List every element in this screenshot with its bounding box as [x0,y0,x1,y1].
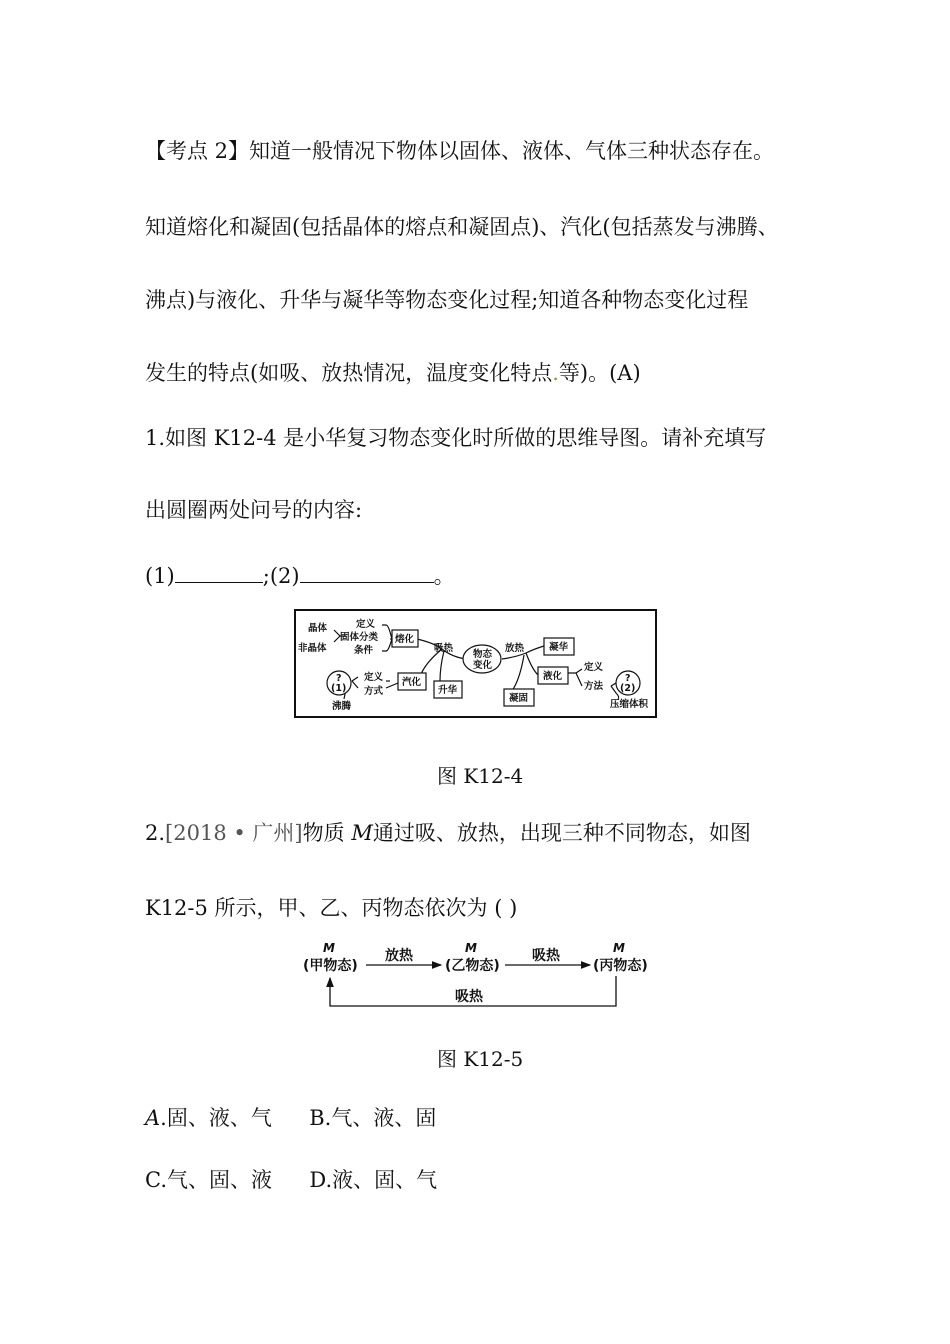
circle-1-label: (1) [331,683,347,694]
node-tiaojian: 条件 [354,645,374,656]
label-xire-2: 吸热 [455,989,483,1005]
kaodian-line-4-b: 等)。(A) [558,361,641,385]
blank-sep: ; [262,564,270,588]
q2-line-1 [145,818,751,848]
label-xire-1: 吸热 [532,948,560,964]
q2-line-2: K12-5 所示，甲、乙、丙物态依次为 ( ) [145,896,518,920]
blank-end: 。 [433,564,455,588]
q1-line-1: 1.如图 K12-4 是小华复习物态变化时所做的思维导图。请补充填写 [145,426,767,450]
kaodian-line-4-a: 发生的特点(如吸、放热情况，温度变化特点 [145,361,553,385]
answer-blank-1[interactable] [175,560,263,583]
center-label-1: 物态 [473,649,493,660]
kaodian-line-3: 沸点)与液化、升华与凝华等物态变化过程;知道各种物态变化过程 [145,288,749,312]
bracket-close: 】 [228,139,250,163]
m-label-bing: M [613,941,625,955]
node-ninggu: 凝固 [509,693,529,704]
state-jia: (甲物态) [303,958,358,974]
node-feijingti: 非晶体 [298,643,327,654]
node-dingyi-right: 定义 [584,662,604,673]
kaodian-line-1 [145,136,774,166]
q1-line-2: 出圆圈两处问号的内容: [145,498,363,522]
node-feiteng: 沸腾 [332,701,352,712]
m-label-jia: M [323,941,335,955]
blank-2-label: (2) [269,564,300,588]
node-qihua: 汽化 [402,677,422,688]
node-guti-fenlei: 固体分类 [340,632,379,643]
q2-number: 2. [145,821,166,845]
node-ninghua: 凝华 [549,642,569,653]
kaodian-text: 知道一般情况下物体以固体、液体、气体三种状态存在。 [249,139,775,163]
node-fangshi: 方式 [364,686,384,697]
circle-2-qmark: ? [625,673,631,684]
center-label-2: 变化 [473,660,493,671]
option-d[interactable]: D.液、固、气 [309,1168,438,1192]
q2-text-a: 物质 [302,821,352,845]
node-fangfa: 方法 [584,681,604,692]
bracket-open: 【 [145,139,166,163]
node-yasuo: 压缩体积 [610,699,649,710]
q2-text-b: 通过吸、放热，出现三种不同物态，如图 [372,821,751,845]
blank-1-label: (1) [145,564,175,588]
node-jingti: 晶体 [308,623,328,634]
node-shenghua: 升华 [438,685,458,696]
label-fangre: 放热 [385,948,413,964]
circle-1-qmark: ? [336,673,342,684]
options-row-1 [145,1103,436,1133]
kaodian-line-2: 知道熔化和凝固(包括晶体的熔点和凝固点)、汽化(包括蒸发与沸腾、 [145,215,779,239]
kaodian-line-4 [145,358,641,388]
q2-source: [2018 • 广州] [165,821,303,845]
mind-map-figure [294,609,658,719]
node-yehua: 液化 [543,671,563,682]
option-b[interactable]: B.气、液、固 [309,1106,437,1130]
figure-caption-k12-4: 图 K12-4 [437,764,524,788]
option-a[interactable] [145,1106,272,1130]
node-dingyi-top: 定义 [356,619,376,630]
q1-blanks [145,560,455,591]
node-xire: 吸热 [434,643,454,654]
circle-2-label: (2) [620,683,636,694]
node-dingyi-left: 定义 [364,672,384,683]
state-bing: (丙物态) [593,958,648,974]
node-fangre: 放热 [505,643,525,654]
option-a-text: .固、液、气 [160,1106,272,1130]
state-cycle-figure [300,938,660,1013]
option-c[interactable]: C.气、固、液 [145,1168,272,1192]
kaodian-tag: 考点 2 [166,139,229,163]
option-a-letter: A [145,1106,161,1130]
node-ronghua: 熔化 [395,634,415,645]
stray-mark: . [552,361,559,385]
options-row-2 [145,1165,437,1195]
m-label-yi: M [465,941,477,955]
answer-blank-2[interactable] [300,560,434,583]
state-yi: (乙物态) [445,958,500,974]
figure-caption-k12-5: 图 K12-5 [437,1047,524,1071]
q2-m: M [351,821,373,845]
